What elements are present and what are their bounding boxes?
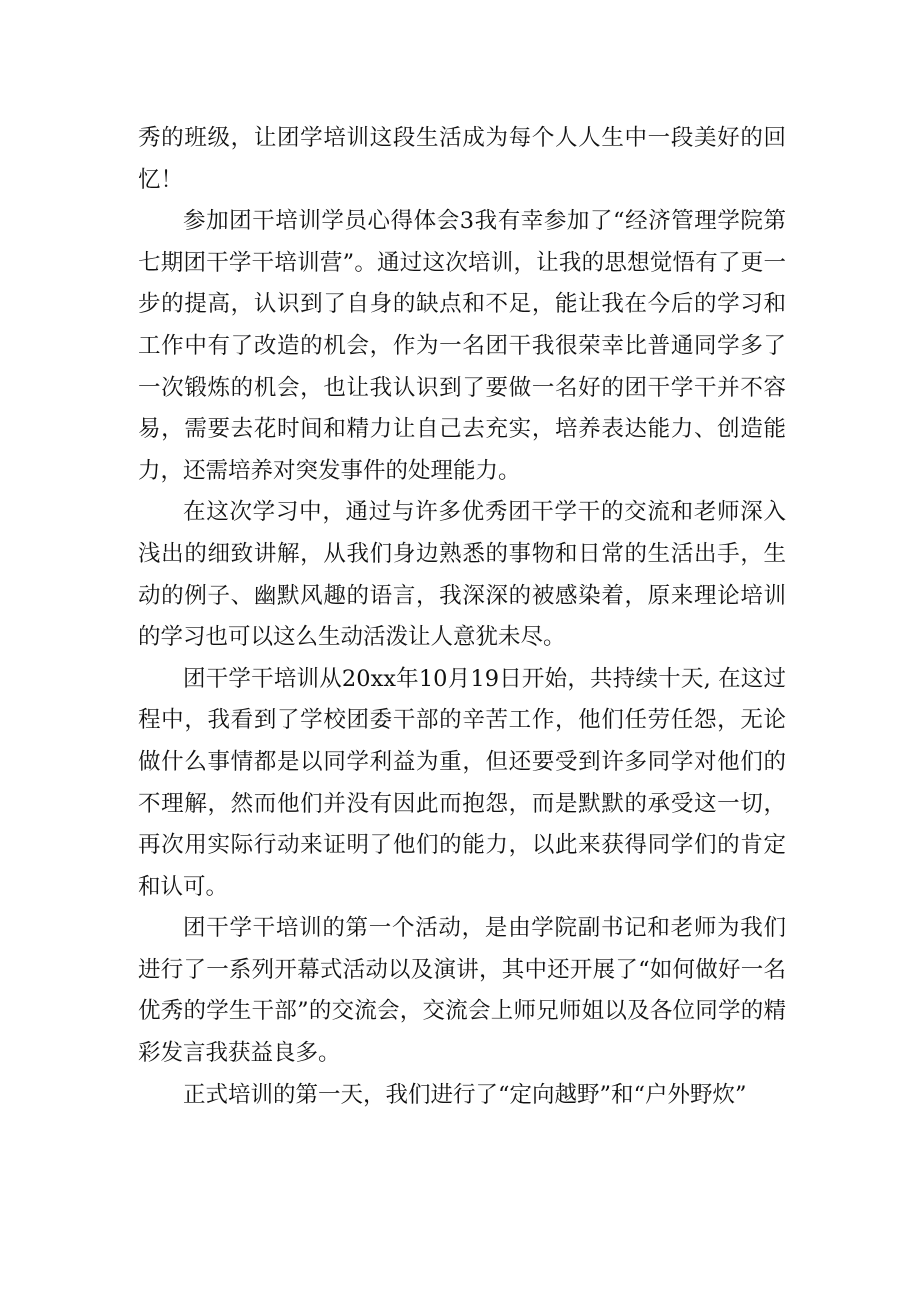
paragraph: 在这次学习中，通过与许多优秀团干学干的交流和老师深入浅出的细致讲解，从我们身边熟悉的事物和日常的生活出手，生动的例子、幽默风趣的语言，我深深的被感染着，原来理论培训的学习也可以这么生动活泼让人意犹未尽。 [138,499,786,651]
paragraph: 参加团干培训学员心得体会3我有幸参加了“经济管理学院第七期团干学干培训营”。通过这次培训，让我的思想觉悟有了更一步的提高，认识到了自身的缺点和不足，能让我在今后的学习和工作中有了改造的机会，作为一名团干我很荣幸比普通同学多了一次锻炼的机会，也让我认识到了要做一名好的团干学干并不容易，需要去花时间和精力让自己去充实，培养表达能力、创造能力，还需培养对突发事件的处理能力。 [138,208,786,484]
paragraph-continued: 秀的班级，让团学培训这段生活成为每个人人生中一段美好的回忆！ [138,125,786,193]
document-body [138,118,786,1116]
paragraph: 团干学干培训的第一个活动，是由学院副书记和老师为我们进行了一系列开幕式活动以及演讲，其中还开展了“如何做好一名优秀的学生干部”的交流会，交流会上师兄师姐以及各位同学的精彩发言我获益良多。 [138,915,786,1067]
paragraph: 团干学干培训从20xx年10月19日开始，共持续十天, 在这过程中，我看到了学校团委干部的辛苦工作，他们任劳任怨，无论做什么事情都是以同学利益为重，但还要受到许多同学对他们的不理解，然而他们并没有因此而抱怨，而是默默的承受这一切，再次用实际行动来证明了他们的能力，以此来获得同学们的肯定和认可。 [138,665,786,900]
paragraph: 正式培训的第一天，我们进行了“定向越野”和“户外野炊” [183,1081,747,1108]
